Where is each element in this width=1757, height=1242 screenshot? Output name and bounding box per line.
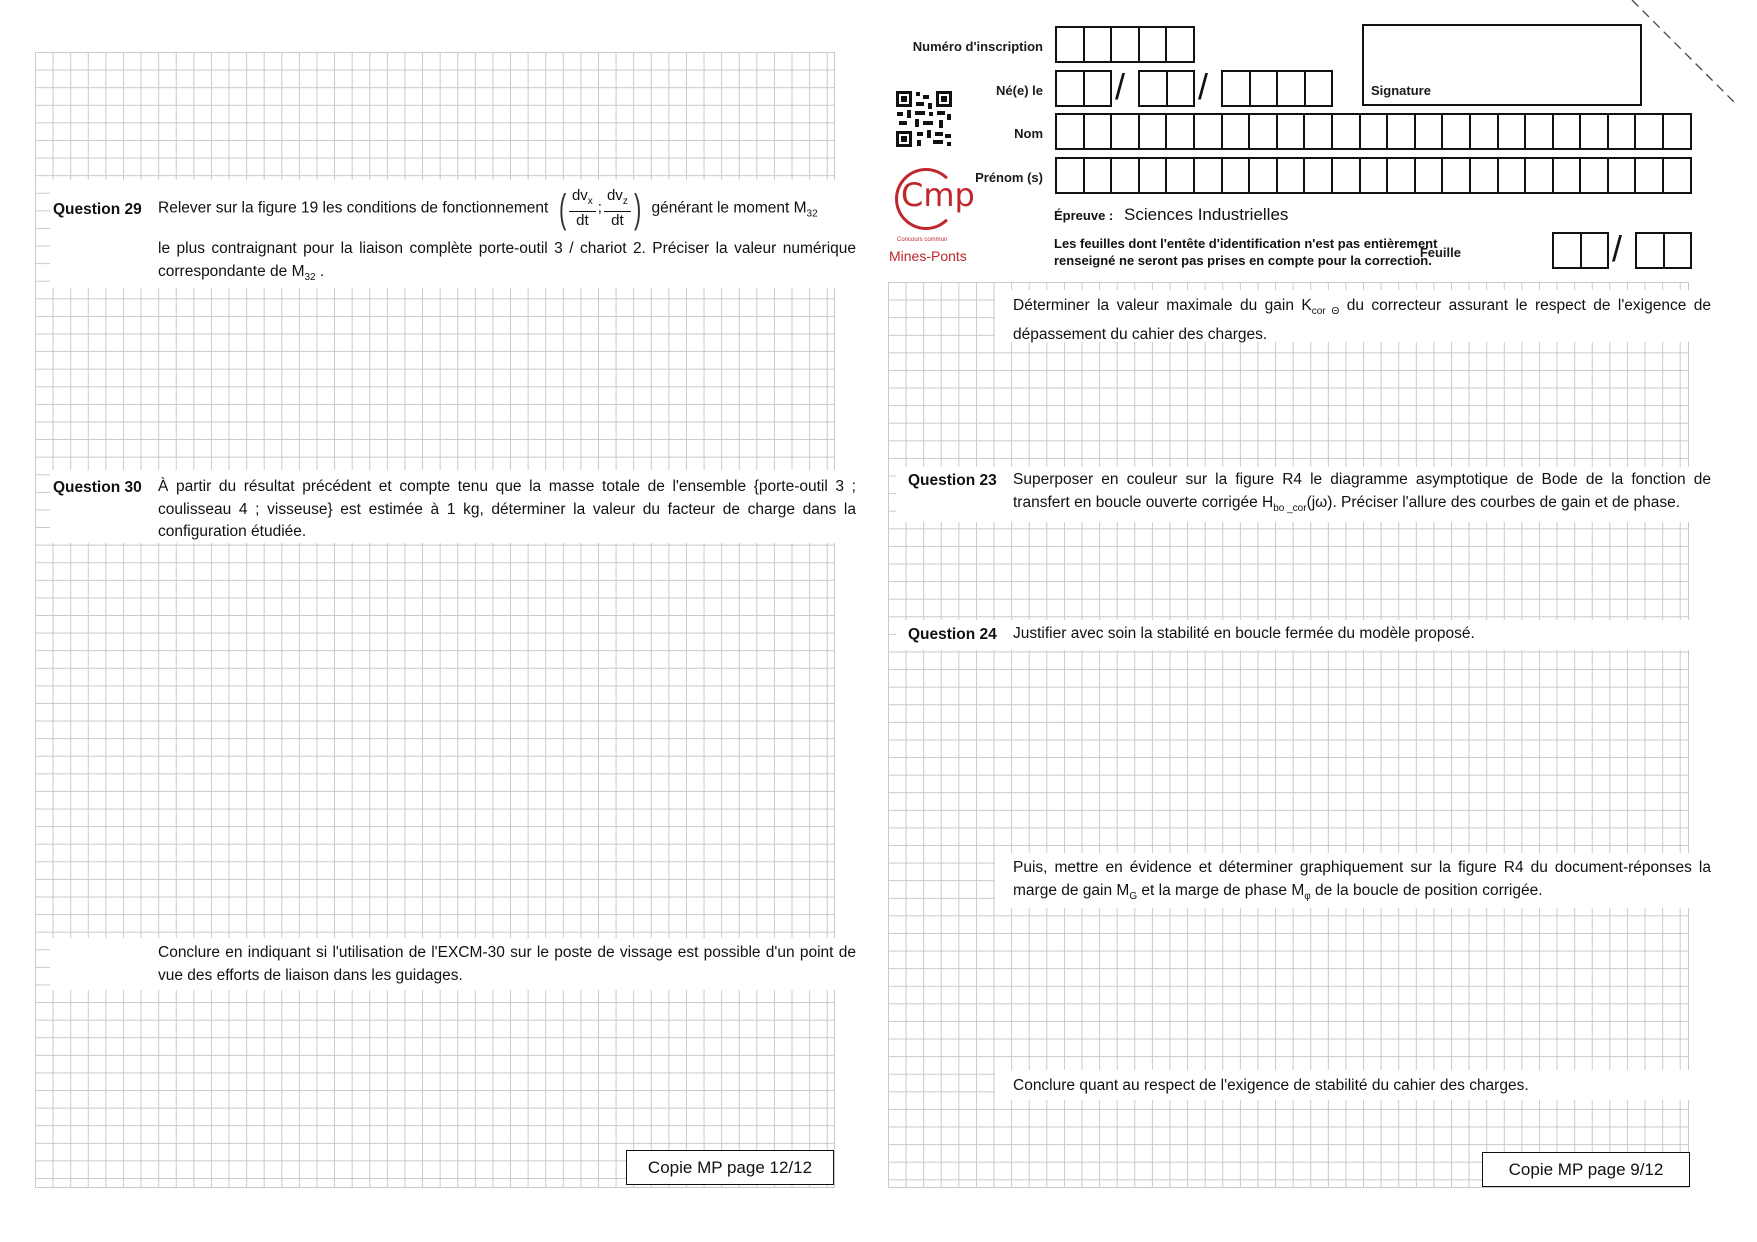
epreuve-label: Épreuve :	[1054, 208, 1114, 223]
note-line-1: Les feuilles dont l'entête d'identification n'est pas entièrement	[1054, 236, 1438, 251]
nom-box[interactable]	[1055, 113, 1085, 150]
nom-box[interactable]	[1441, 113, 1471, 150]
puis-text-mid: et la marge de phase M	[1141, 881, 1305, 899]
birth-year-box[interactable]	[1276, 70, 1306, 107]
numero-box[interactable]	[1110, 26, 1140, 63]
birth-month-box[interactable]	[1166, 70, 1196, 107]
mphi-subscript: φ	[1304, 890, 1311, 902]
prenom-box[interactable]	[1634, 157, 1664, 194]
identification-note	[1054, 235, 1437, 269]
frac1-subscript: x	[587, 196, 593, 207]
fraction-dvx-dt	[569, 187, 596, 230]
puis-text-before: Puis, mettre en évidence et déterminer graphiquement sur la figure R4 du document-réponses la marge de gain M	[1013, 859, 1711, 899]
nom-box[interactable]	[1083, 113, 1113, 150]
nom-box[interactable]	[1552, 113, 1582, 150]
nom-box[interactable]	[1386, 113, 1416, 150]
k-subscript: cor Θ	[1311, 306, 1340, 317]
nom-box[interactable]	[1221, 113, 1251, 150]
nom-box[interactable]	[1138, 113, 1168, 150]
prenom-box[interactable]	[1303, 157, 1333, 194]
question-30-label: Question 30	[53, 479, 142, 496]
prenom-box[interactable]	[1386, 157, 1416, 194]
birth-year-box[interactable]	[1221, 70, 1251, 107]
frac1-numerator: dv	[571, 187, 588, 204]
q29-line2: le plus contraignant pour la liaison complète porte-outil 3 / chariot 2. Préciser la valeur numérique correspondante de M	[158, 240, 856, 280]
prenom-box[interactable]	[1193, 157, 1223, 194]
logo-name: Mines-Ponts	[889, 248, 967, 264]
feuille-total-boxes[interactable]	[1635, 232, 1690, 269]
prenom-box[interactable]	[1110, 157, 1140, 194]
prenom-box[interactable]	[1552, 157, 1582, 194]
frac2-numerator: dv	[606, 187, 623, 204]
numero-box[interactable]	[1165, 26, 1195, 63]
velocity-fraction	[556, 187, 645, 230]
numero-box[interactable]	[1055, 26, 1085, 63]
page-number-box-right: Copie MP page 9/12	[1482, 1152, 1690, 1187]
prenom-box[interactable]	[1359, 157, 1389, 194]
qr-code-icon	[895, 90, 953, 148]
q22-text-after: du correcteur assurant le respect de l'exigence de dépassement du cahier des charges.	[1013, 297, 1712, 343]
birth-month-boxes[interactable]	[1138, 70, 1193, 107]
nom-box[interactable]	[1303, 113, 1333, 150]
question-29-text-line2	[158, 238, 856, 289]
nom-box[interactable]	[1634, 113, 1664, 150]
h-subscript: bo _cor	[1273, 502, 1307, 514]
numero-box[interactable]	[1138, 26, 1168, 63]
birth-day-box[interactable]	[1055, 70, 1085, 107]
page-number-box-left: Copie MP page 12/12	[626, 1150, 834, 1185]
prenom-label: Prénom (s)	[975, 170, 1043, 185]
prenom-box[interactable]	[1276, 157, 1306, 194]
nom-box[interactable]	[1165, 113, 1195, 150]
question-23-text	[1013, 469, 1711, 520]
prenom-box[interactable]	[1331, 157, 1361, 194]
birth-year-box[interactable]	[1249, 70, 1279, 107]
corner-cut-line	[1620, 0, 1757, 110]
feuille-label: Feuille	[1419, 245, 1461, 260]
nom-box[interactable]	[1248, 113, 1278, 150]
nom-box[interactable]	[1331, 113, 1361, 150]
q23-text-after: . Préciser l'allure des courbes de gain et de phase.	[1332, 493, 1681, 511]
nom-box[interactable]	[1579, 113, 1609, 150]
nom-box[interactable]	[1469, 113, 1499, 150]
prenom-box[interactable]	[1607, 157, 1637, 194]
birth-year-box[interactable]	[1304, 70, 1334, 107]
cmp-logo	[889, 168, 975, 268]
prenom-box[interactable]	[1055, 157, 1085, 194]
frac2-denominator: dt	[611, 212, 624, 229]
right-paren: )	[633, 186, 642, 231]
birth-year-boxes[interactable]	[1221, 70, 1331, 107]
prenom-box[interactable]	[1524, 157, 1554, 194]
h-argument: (jω)	[1306, 493, 1333, 511]
gain-determination-text	[1013, 295, 1711, 346]
feuille-number-boxes[interactable]	[1552, 232, 1607, 269]
q29-m-subscript: 32	[806, 208, 818, 220]
q29-text-after: générant le moment M	[651, 199, 807, 217]
signature-label: Signature	[1371, 83, 1431, 98]
nom-box[interactable]	[1359, 113, 1389, 150]
prenom-boxes[interactable]	[1055, 157, 1690, 194]
nom-label: Nom	[1014, 126, 1043, 141]
prenom-box[interactable]	[1138, 157, 1168, 194]
nom-box[interactable]	[1193, 113, 1223, 150]
q23-text-before: Superposer en couleur sur la figure R4 le diagramme asymptotique de Bode de la fonction de transfert en boucle ouverte corrigée H	[1013, 471, 1711, 511]
feuille-box[interactable]	[1580, 232, 1610, 269]
question-29-label: Question 29	[53, 201, 142, 218]
question-23-label: Question 23	[908, 472, 997, 489]
q29-line2-subscript: 32	[304, 271, 316, 283]
nom-box[interactable]	[1276, 113, 1306, 150]
question-30-text: À partir du résultat précédent et compte tenu que la masse totale de l'ensemble {porte-outil 3 ; coulisseau 4 ; visseuse} est estimée à 1 kg, déterminer la valeur du facteur de charge dans la configuration étudiée.	[158, 478, 856, 540]
nom-box[interactable]	[1524, 113, 1554, 150]
q29-line2-end: .	[319, 262, 325, 280]
nom-box[interactable]	[1607, 113, 1637, 150]
feuille-separator: /	[1612, 228, 1623, 269]
prenom-box[interactable]	[1662, 157, 1692, 194]
fraction-separator: ;	[597, 199, 602, 217]
prenom-box[interactable]	[1441, 157, 1471, 194]
left-paren: (	[558, 186, 566, 231]
date-separator: /	[1198, 66, 1209, 107]
conclude-stability-text: Conclure quant au respect de l'exigence de stabilité du cahier des charges.	[1013, 1077, 1529, 1094]
epreuve-value: Sciences Industrielles	[1124, 205, 1289, 224]
prenom-box[interactable]	[1579, 157, 1609, 194]
numero-label: Numéro d'inscription	[912, 39, 1043, 54]
prenom-box[interactable]	[1221, 157, 1251, 194]
numero-boxes[interactable]	[1055, 26, 1193, 63]
question-29-text	[158, 187, 858, 230]
logo-text: Cmp	[901, 176, 975, 214]
nom-boxes[interactable]	[1055, 113, 1690, 150]
prenom-box[interactable]	[1248, 157, 1278, 194]
numero-box[interactable]	[1083, 26, 1113, 63]
prenom-box[interactable]	[1469, 157, 1499, 194]
puis-text-after: de la boucle de position corrigée.	[1315, 881, 1543, 899]
nom-box[interactable]	[1110, 113, 1140, 150]
prenom-box[interactable]	[1414, 157, 1444, 194]
feuille-total-box[interactable]	[1663, 232, 1693, 269]
feuille-total-box[interactable]	[1635, 232, 1665, 269]
birth-month-box[interactable]	[1138, 70, 1168, 107]
nom-box[interactable]	[1662, 113, 1692, 150]
nom-box[interactable]	[1414, 113, 1444, 150]
prenom-box[interactable]	[1165, 157, 1195, 194]
frac1-denominator: dt	[576, 212, 589, 229]
birthdate-label: Né(e) le	[996, 83, 1043, 98]
q29-text-before: Relever sur la figure 19 les conditions de fonctionnement	[158, 199, 549, 217]
frac2-subscript: z	[622, 196, 628, 207]
birth-day-boxes[interactable]	[1055, 70, 1110, 107]
mg-subscript: G	[1129, 890, 1138, 902]
birth-day-box[interactable]	[1083, 70, 1113, 107]
date-separator: /	[1115, 66, 1126, 107]
fraction-dvz-dt	[604, 187, 631, 230]
logo-subtext: Concours commun	[897, 237, 948, 243]
prenom-box[interactable]	[1497, 157, 1527, 194]
note-line-2: renseigné ne seront pas prises en compte pour la correction.	[1054, 253, 1432, 268]
question-24-text: Justifier avec soin la stabilité en boucle fermée du modèle proposé.	[1013, 625, 1475, 642]
margins-text	[1013, 857, 1711, 908]
conclude-efforts-text: Conclure en indiquant si l'utilisation de l'EXCM-30 sur le poste de vissage est possible d'un point de vue des efforts de liaison dans les guidages.	[158, 944, 856, 984]
feuille-box[interactable]	[1552, 232, 1582, 269]
nom-box[interactable]	[1497, 113, 1527, 150]
prenom-box[interactable]	[1083, 157, 1113, 194]
q22-text-before: Déterminer la valeur maximale du gain K	[1013, 297, 1312, 314]
right-answer-grid[interactable]	[888, 282, 1689, 1188]
question-24-label: Question 24	[908, 626, 997, 643]
